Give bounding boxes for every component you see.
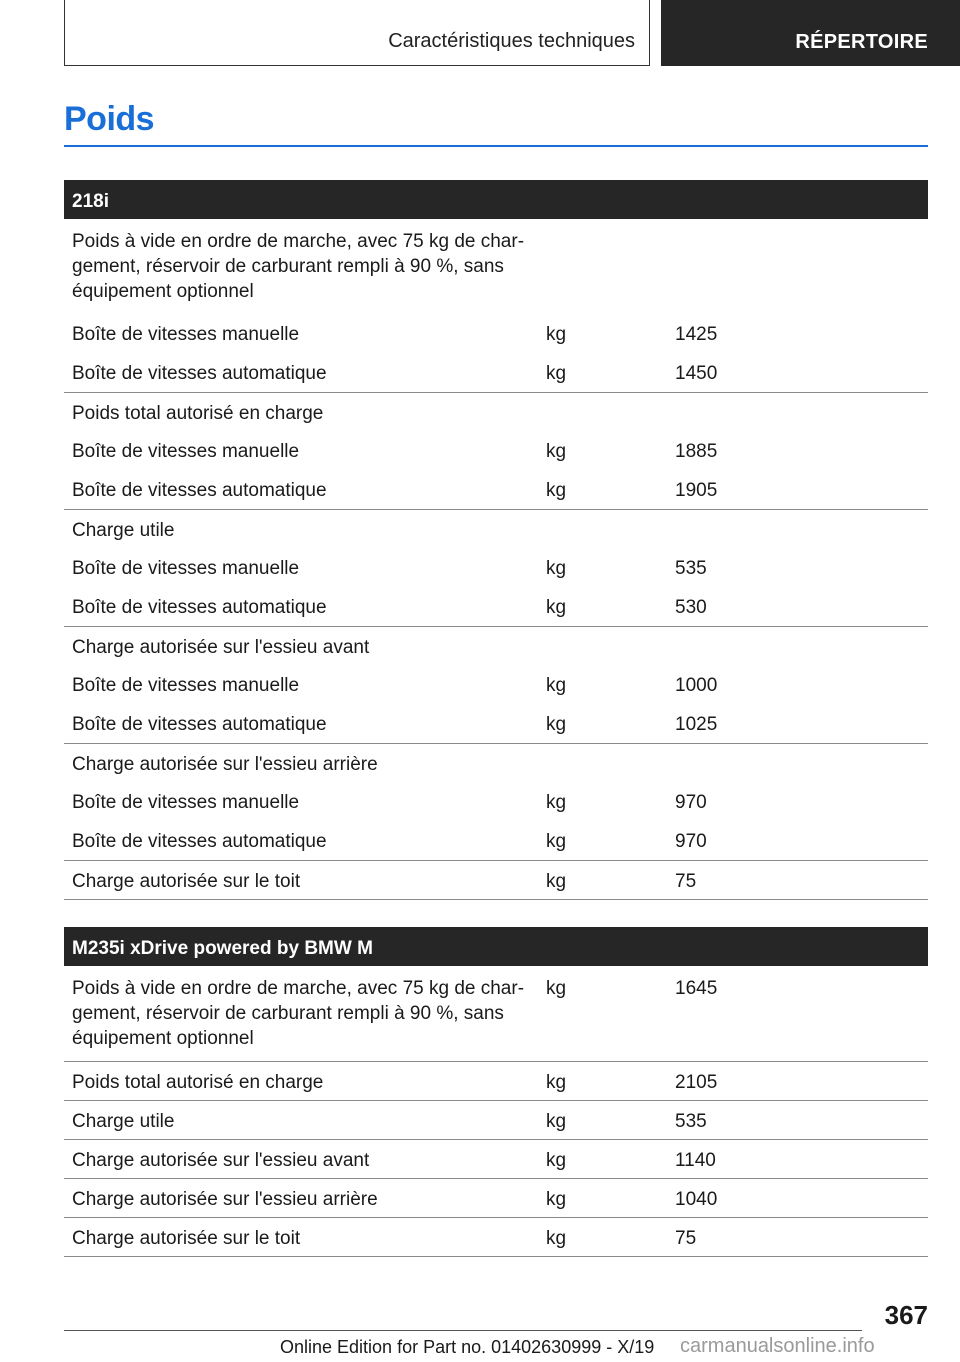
weights-table-m235i — [64, 927, 928, 1257]
row-value: 1025 — [667, 704, 928, 743]
row-value: 1885 — [675, 441, 718, 462]
row-unit: kg — [546, 675, 567, 696]
row-value — [667, 509, 928, 548]
table-row — [64, 1101, 928, 1140]
footer-divider — [64, 1330, 862, 1331]
table-row — [64, 782, 928, 821]
table-row — [64, 743, 928, 782]
row-label: Charge utile — [72, 519, 175, 541]
row-label: Charge autorisée sur le toit — [64, 860, 538, 899]
row-value: 75 — [667, 860, 928, 899]
row-unit — [538, 626, 667, 665]
table-row — [64, 704, 928, 743]
table-row — [64, 314, 928, 353]
page-title: Poids — [64, 100, 155, 138]
row-value: 1140 — [667, 1140, 928, 1179]
section-tab-label: Caractéristiques techniques — [388, 30, 635, 52]
row-label: Charge autorisée sur le toit — [64, 1218, 538, 1257]
table-row — [64, 860, 928, 899]
table-row — [64, 470, 928, 509]
table-row — [64, 665, 928, 704]
row-unit: kg — [538, 470, 667, 509]
table-row — [64, 1140, 928, 1179]
row-value: 530 — [667, 587, 928, 626]
index-tab[interactable] — [661, 0, 960, 66]
row-unit: kg — [538, 704, 667, 743]
row-unit: kg — [546, 558, 567, 579]
row-label: Poids total autorisé en charge — [64, 1062, 538, 1101]
table-row — [64, 219, 928, 314]
title-divider — [64, 145, 928, 147]
row-value — [667, 392, 928, 431]
row-value — [667, 626, 928, 665]
row-label: Charge utile — [64, 1101, 538, 1140]
row-unit: kg — [546, 441, 567, 462]
row-value: 1000 — [675, 675, 718, 696]
row-unit: kg — [538, 966, 667, 1062]
row-unit — [538, 743, 667, 782]
row-label: Boîte de vitesses automatique — [64, 470, 538, 509]
row-label: Boîte de vitesses manuelle — [72, 324, 300, 345]
row-value: 970 — [675, 792, 707, 813]
row-label: Charge autorisée sur l'essieu avant — [72, 636, 370, 658]
table-row — [64, 821, 928, 860]
row-value — [667, 743, 928, 782]
row-label: Poids à vide en ordre de marche, avec 75 kg de char- gement, réservoir de carburant rempli à 90 %, sans équipement optionnel — [64, 966, 538, 1062]
row-label: Boîte de vitesses automatique — [64, 821, 538, 860]
row-label: Poids total autorisé en charge — [72, 402, 324, 424]
row-unit: kg — [546, 792, 567, 813]
table-row — [64, 626, 928, 665]
row-label: Boîte de vitesses manuelle — [72, 441, 300, 462]
row-value — [667, 219, 928, 314]
table-row — [64, 966, 928, 1062]
row-label: Boîte de vitesses automatique — [64, 704, 538, 743]
weights-table-218i — [64, 180, 928, 900]
row-unit — [538, 509, 667, 548]
row-unit: kg — [546, 324, 567, 345]
row-unit: kg — [538, 1140, 667, 1179]
table-row — [64, 587, 928, 626]
row-unit: kg — [538, 1179, 667, 1218]
row-value: 1905 — [667, 470, 928, 509]
row-unit: kg — [538, 860, 667, 899]
row-value: 1425 — [675, 324, 718, 345]
top-navigation — [64, 0, 960, 66]
row-value: 1040 — [667, 1179, 928, 1218]
row-label: Poids à vide en ordre de marche, avec 75 kg de char- gement, réservoir de carburant rempli à 90 %, sans équipement optionnel — [72, 231, 525, 302]
table-row — [64, 431, 928, 470]
row-value: 970 — [667, 821, 928, 860]
row-label: Boîte de vitesses manuelle — [72, 792, 300, 813]
watermark: carmanualsonline.info — [680, 1335, 875, 1357]
row-unit: kg — [538, 587, 667, 626]
table-row — [64, 509, 928, 548]
row-label: Boîte de vitesses automatique — [64, 353, 538, 392]
row-unit — [538, 219, 667, 314]
row-label: Boîte de vitesses manuelle — [72, 675, 300, 696]
row-value: 75 — [667, 1218, 928, 1257]
row-value: 1645 — [667, 966, 928, 1062]
row-label: Charge autorisée sur l'essieu avant — [64, 1140, 538, 1179]
index-tab-label: RÉPERTOIRE — [795, 31, 928, 53]
table-heading: 218i — [64, 180, 928, 219]
row-label: Charge autorisée sur l'essieu arrière — [64, 1179, 538, 1218]
table-row — [64, 548, 928, 587]
row-value: 2105 — [667, 1062, 928, 1101]
table-heading: M235i xDrive powered by BMW M — [64, 927, 928, 966]
row-value: 535 — [667, 1101, 928, 1140]
row-unit: kg — [538, 1062, 667, 1101]
row-value: 1450 — [667, 353, 928, 392]
row-unit: kg — [538, 821, 667, 860]
row-label: Charge autorisée sur l'essieu arrière — [72, 753, 378, 775]
row-unit: kg — [538, 1218, 667, 1257]
edition-note: Online Edition for Part no. 01402630999 - X/19 — [280, 1337, 655, 1357]
row-label: Boîte de vitesses automatique — [64, 587, 538, 626]
row-unit: kg — [538, 353, 667, 392]
table-row — [64, 353, 928, 392]
table-row — [64, 1179, 928, 1218]
table-row — [64, 392, 928, 431]
table-row — [64, 1062, 928, 1101]
section-tab[interactable] — [64, 0, 650, 66]
row-unit: kg — [538, 1101, 667, 1140]
row-unit — [538, 392, 667, 431]
page-number: 367 — [884, 1300, 928, 1330]
table-row — [64, 1218, 928, 1257]
row-value: 535 — [675, 558, 707, 579]
row-label: Boîte de vitesses manuelle — [72, 558, 300, 579]
